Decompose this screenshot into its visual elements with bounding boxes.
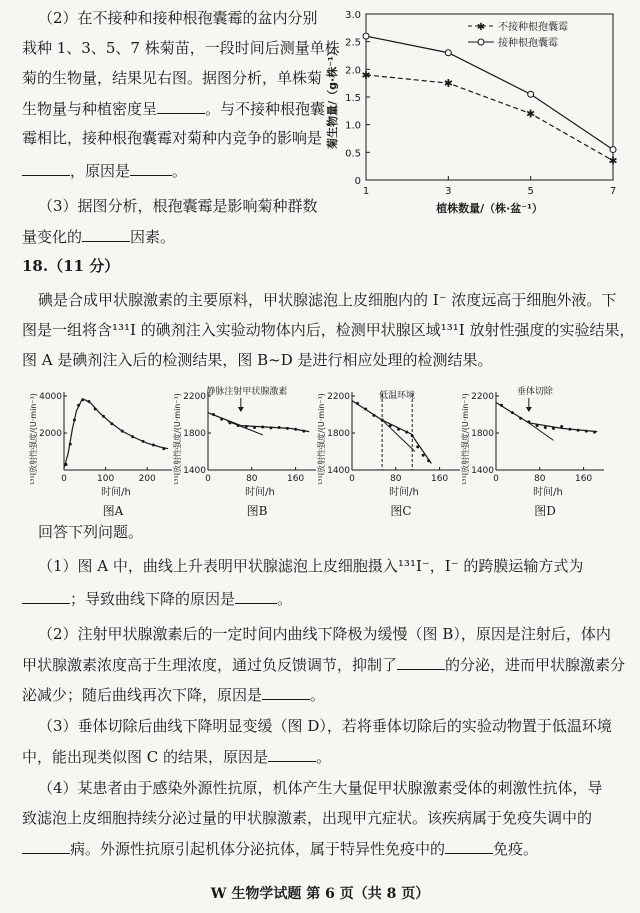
- q17-p3-line2: [22, 226, 175, 247]
- x-tick-label: 0: [61, 474, 67, 484]
- y-axis-label: ¹³¹I放射性强度/(U·min⁻¹): [29, 393, 38, 485]
- q18-q4-line1: （4）某患者由于感染外源性抗原，机体产生大量促甲状腺激素受体的刺激性抗体，导: [38, 779, 603, 797]
- y-tick-label: 2.5: [345, 37, 361, 49]
- y-tick-label: 2200: [471, 392, 494, 402]
- q17-p2-line4: [22, 98, 325, 119]
- data-point: ✱: [361, 68, 371, 82]
- x-tick-label: 0: [493, 474, 499, 484]
- y-tick-label: 1800: [471, 429, 494, 439]
- data-point: [94, 407, 97, 410]
- q18-q4-line3: [22, 838, 538, 859]
- q17-text: ，原因是: [70, 162, 131, 180]
- answer-blank: [262, 684, 310, 700]
- data-point: [416, 445, 419, 448]
- data-point: [269, 426, 272, 429]
- chart-d: [460, 382, 610, 514]
- y-tick-label: 1400: [183, 466, 206, 476]
- data-point: [568, 428, 571, 431]
- q17-text: 因素。: [130, 228, 176, 246]
- series-line: [366, 36, 613, 149]
- x-axis-label: 时间/h: [389, 487, 419, 498]
- data-point: [422, 454, 425, 457]
- q17-p2-line2: 栽种 1、3、5、7 株菊苗，一段时间后测量单株: [22, 39, 340, 57]
- data-point: [381, 419, 384, 422]
- y-tick-label: 1400: [471, 466, 494, 476]
- annotation-arrowhead: [238, 407, 244, 412]
- y-axis-label: 菊生物量/（g·株⁻¹）: [326, 45, 339, 149]
- x-axis-label: 时间/h: [533, 487, 563, 498]
- trend-curve: [64, 400, 168, 468]
- answer-blank: [397, 654, 445, 670]
- data-point: [294, 428, 297, 431]
- y-tick-label: 2000: [39, 429, 62, 439]
- chart-d-caption: 图D: [534, 504, 556, 518]
- y-tick-label: 0: [354, 176, 361, 187]
- legend-marker: [478, 39, 484, 45]
- data-point: [121, 430, 124, 433]
- q17-p2-line6: [22, 160, 187, 181]
- answer-blank: [22, 588, 70, 604]
- y-tick-label: 2200: [183, 392, 206, 402]
- q17-p3-line1: （3）据图分析，根孢囊霉是影响菊种群数: [38, 197, 318, 215]
- page-footer: W 生物学试题 第 6 页（共 8 页）: [210, 886, 430, 902]
- answer-blank: [22, 838, 70, 854]
- data-point: [544, 426, 547, 429]
- q18-text: 。: [277, 590, 293, 608]
- x-tick-label: 100: [97, 474, 115, 484]
- y-tick-label: 1800: [183, 429, 206, 439]
- q18-q3-line1: （3）垂体切除后曲线下降明显变缓（图 D），若将垂体切除后的实验动物置于低温环境: [38, 717, 612, 735]
- slope-line: [382, 420, 415, 451]
- data-point: [527, 420, 530, 423]
- annotation: 垂体切除: [516, 387, 553, 397]
- answer-blank: [22, 160, 70, 176]
- y-tick-label: 1.0: [345, 120, 361, 132]
- chart-b: [172, 382, 322, 514]
- y-tick-label: 1400: [327, 466, 350, 476]
- annotation: 静脉注射甲状腺激素: [206, 387, 288, 397]
- q17-text: 。: [172, 162, 188, 180]
- answer-blank: [235, 588, 277, 604]
- q17-text: 。与不接种根孢囊: [205, 100, 326, 118]
- q17-p2-line1: （2）在不接种和接种根孢囊霉的盆内分别: [38, 9, 318, 27]
- data-point: [528, 91, 534, 97]
- data-point: [500, 404, 503, 407]
- chart-b-caption: 图B: [246, 504, 268, 518]
- data-point: [511, 411, 514, 414]
- answer-blank: [445, 838, 493, 854]
- legend-label: 接种根孢囊霉: [498, 38, 558, 49]
- q18-q2-line3: [22, 684, 325, 705]
- q18-q1-line2: [22, 588, 292, 609]
- q17-p2-line5: 霉相比，接种根孢囊霉对菊种内竞争的影响是: [22, 129, 323, 147]
- q18-q2-line2: [22, 654, 625, 675]
- x-axis-label: 时间/h: [101, 487, 131, 498]
- q18-q4-line2: 致滤泡上皮细胞持续分泌过量的甲状腺激素，出现甲亢症状。该疾病属于免疫失调中的: [22, 809, 593, 827]
- chart-c: [316, 382, 466, 514]
- data-point: [356, 402, 359, 405]
- data-point: [593, 431, 596, 434]
- q18-text: 的分泌，进而甲状腺激素分: [445, 656, 626, 674]
- x-tick-label: 160: [430, 474, 449, 484]
- y-tick-label: 1.5: [345, 93, 361, 104]
- data-point: [610, 147, 616, 153]
- data-point: [411, 434, 414, 437]
- q17-p2-line3: 菊的生物量，结果见右图。据图分析，单株菊: [22, 69, 323, 87]
- data-point: [212, 413, 215, 416]
- x-tick-label: 5: [527, 186, 534, 197]
- data-point: ✱: [526, 107, 536, 121]
- data-point: [302, 430, 305, 433]
- x-tick-label: 80: [246, 474, 258, 484]
- x-tick-label: 1: [362, 186, 370, 197]
- q17-text: 量变化的: [22, 228, 83, 246]
- data-point: [278, 426, 281, 429]
- trend-curve: [208, 413, 309, 432]
- x-tick-label: 0: [205, 474, 211, 484]
- series-line: [366, 75, 613, 161]
- data-point: [162, 447, 165, 450]
- y-tick-label: 4000: [39, 392, 62, 402]
- q17-text: 生物量与种植密度呈: [22, 100, 158, 118]
- data-point: ✱: [443, 77, 453, 91]
- trend-curve: [352, 401, 431, 464]
- q18-q1-line1: （1）图 A 中，曲线上升表明甲状腺滤泡上皮细胞摄入¹³¹I⁻，I⁻ 的跨膜运输方式为: [38, 557, 584, 575]
- y-axis-label: ¹³¹I放射性强度/(U·min⁻¹): [461, 393, 470, 485]
- answer-blank: [82, 226, 130, 242]
- x-tick-label: 200: [138, 474, 156, 484]
- answer-blank: [157, 98, 205, 114]
- data-point: [77, 404, 80, 407]
- slope-line: [526, 421, 553, 440]
- answer-prompt: 回答下列问题。: [38, 523, 144, 541]
- q18-intro-line3: 图 A 是碘剂注入后的检测结果，图 B~D 是进行相应处理的检测结果。: [22, 351, 493, 369]
- biomass-chart: [318, 0, 628, 225]
- x-tick-label: 160: [574, 474, 593, 484]
- annotation: 低温环境: [379, 391, 416, 401]
- data-point: [261, 425, 264, 428]
- q18-text: 免疫。: [493, 840, 539, 858]
- q18-heading: 18.（11 分）: [22, 257, 120, 275]
- data-point: [519, 417, 522, 420]
- x-tick-label: 0: [349, 474, 355, 484]
- answer-blank: [268, 746, 316, 762]
- q18-text: 。: [310, 686, 326, 704]
- slope-line: [227, 421, 263, 435]
- chart-a-caption: 图A: [102, 504, 124, 518]
- y-tick-label: 2.0: [345, 65, 361, 77]
- x-tick-label: 80: [534, 474, 546, 484]
- data-point: [397, 428, 400, 431]
- chart-c-caption: 图C: [390, 504, 412, 518]
- q18-intro-line1: 碘是合成甲状腺激素的主要原料，甲状腺滤泡上皮细胞内的 I⁻ 浓度远高于细胞外液。下: [38, 291, 617, 309]
- y-tick-label: 3.0: [345, 10, 361, 21]
- q18-text: 甲状腺激素浓度高于生理浓度，通过负反馈调节，抑制了: [22, 656, 398, 674]
- x-tick-label: 7: [609, 186, 617, 197]
- q18-q2-line1: （2）注射甲状腺激素后的一定时间内曲线下降极为缓慢（图 B），原因是注射后，体内: [38, 625, 611, 643]
- data-point: [405, 431, 408, 434]
- q18-q3-line2: [22, 746, 331, 767]
- data-point: [69, 443, 72, 446]
- y-tick-label: 2200: [327, 392, 350, 402]
- q18-text: 中，能出现类似图 C 的结果，原因是: [22, 748, 269, 766]
- data-point: [445, 50, 451, 56]
- x-tick-label: 80: [390, 474, 402, 484]
- data-point: [237, 424, 240, 427]
- data-point: [286, 427, 289, 430]
- data-point: [560, 425, 563, 428]
- y-tick-label: 1800: [327, 429, 350, 439]
- legend-marker: ✱: [476, 22, 486, 33]
- legend-label: 不接种根孢囊霉: [498, 22, 568, 33]
- y-axis-label: ¹³¹I放射性强度/(U·min⁻¹): [173, 393, 182, 485]
- data-point: [73, 419, 76, 422]
- y-axis-label: ¹³¹I放射性强度/(U·min⁻¹): [317, 393, 326, 485]
- annotation-arrowhead: [526, 407, 532, 412]
- q18-text: 泌减少；随后曲线再次下降，原因是: [22, 686, 263, 704]
- x-axis-label: 植株数量/（株·盆⁻¹）: [436, 202, 543, 215]
- data-point: [142, 440, 145, 443]
- data-point: [131, 435, 134, 438]
- q18-text: 。: [316, 748, 332, 766]
- data-point: [81, 398, 84, 401]
- x-tick-label: 160: [286, 474, 305, 484]
- data-point: [245, 425, 248, 428]
- data-point: [253, 426, 256, 429]
- q18-text: ；导致曲线下降的原因是: [70, 590, 236, 608]
- data-point: [228, 421, 231, 424]
- data-point: [577, 429, 580, 432]
- data-point: [110, 422, 113, 425]
- q18-text: 病。外源性抗原引起机体分泌抗体，属于特异性免疫中的: [70, 840, 446, 858]
- plot-frame: [366, 14, 613, 180]
- x-tick-label: 3: [445, 186, 452, 197]
- data-point: [152, 444, 155, 447]
- answer-blank: [130, 160, 172, 176]
- data-point: [552, 427, 555, 430]
- data-point: [427, 459, 430, 462]
- q18-intro-line2: 图是一组将含¹³¹I 的碘剂注入实验动物体内后，检测甲状腺区域¹³¹I 放射性强度的实验结果，: [22, 321, 635, 339]
- data-point: [536, 424, 539, 427]
- x-axis-label: 时间/h: [245, 487, 275, 498]
- data-point: [585, 430, 588, 433]
- y-tick-label: 0.5: [345, 148, 361, 160]
- data-point: [87, 400, 90, 403]
- data-point: [65, 463, 68, 466]
- chart-a: [28, 382, 178, 514]
- data-point: [372, 414, 375, 417]
- data-point: [102, 415, 105, 418]
- data-point: [220, 418, 223, 421]
- data-point: [364, 407, 367, 410]
- data-point: [363, 33, 369, 39]
- data-point: [389, 424, 392, 427]
- data-point: ✱: [608, 154, 618, 168]
